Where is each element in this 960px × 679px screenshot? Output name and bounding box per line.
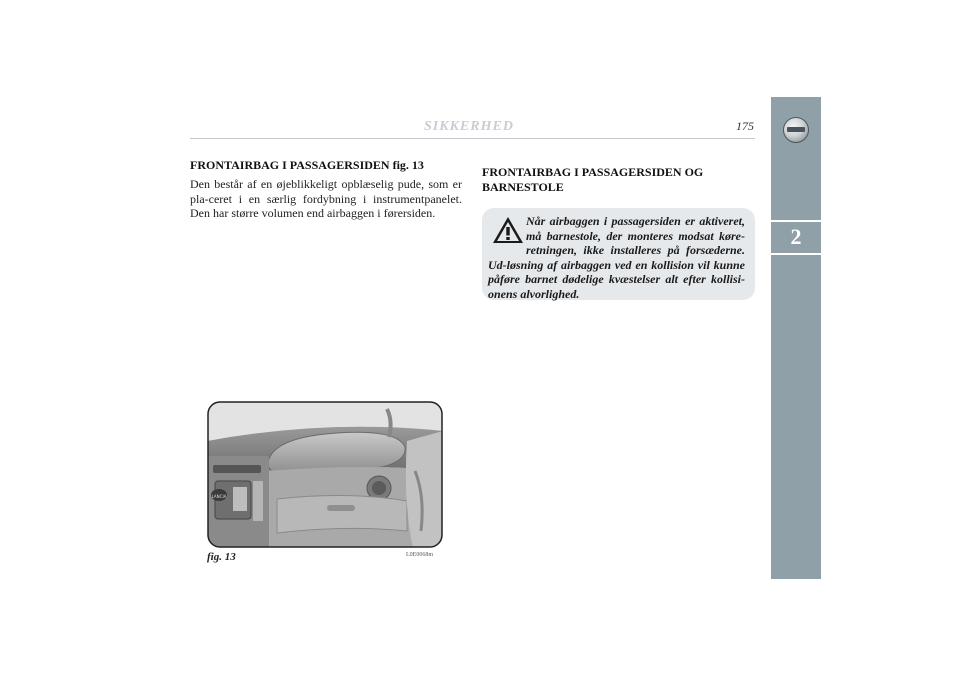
chapter-side-tab [771, 97, 821, 579]
running-header-title: SIKKERHED [424, 119, 514, 134]
heading-line-2: BARNESTOLE [482, 180, 564, 194]
section-heading-barnestole [482, 165, 754, 195]
section-paragraph: Den består af en øjeblikkeligt opblæselig pude, som er pla-ceret i en særlig fordybning i instrumentpanelet. Den har større volumen end airbaggen i førersiden. [190, 177, 462, 220]
brand-logo-icon [783, 117, 809, 143]
figure-dashboard-airbag [207, 401, 443, 548]
section-heading-frontairbag: FRONTAIRBAG I PASSAGERSIDEN fig. 13 [190, 158, 424, 172]
figure-code: L0E0068m [406, 552, 433, 558]
dash-logo-text: LANCIA [211, 494, 227, 499]
heading-line-1: FRONTAIRBAG I PASSAGERSIDEN OG [482, 165, 704, 179]
warning-text: Når airbaggen i passagersiden er aktiveret, må barnestole, der monteres modsat køre-retningen, ikke installeres på forsæderne. Ud-løsning af airbaggen ved en kollision vil kunne påføre barnet dødelige kvæstelser alt efter kollisi-onens alvorlighed. [488, 214, 745, 301]
figure-caption: fig. 13 [207, 551, 236, 563]
warning-text-block [488, 214, 745, 301]
header-rule [190, 138, 755, 139]
page-number: 175 [736, 119, 754, 133]
chapter-divider-top [771, 220, 821, 222]
chapter-number: 2 [790, 224, 802, 249]
chapter-divider-bottom [771, 253, 821, 255]
